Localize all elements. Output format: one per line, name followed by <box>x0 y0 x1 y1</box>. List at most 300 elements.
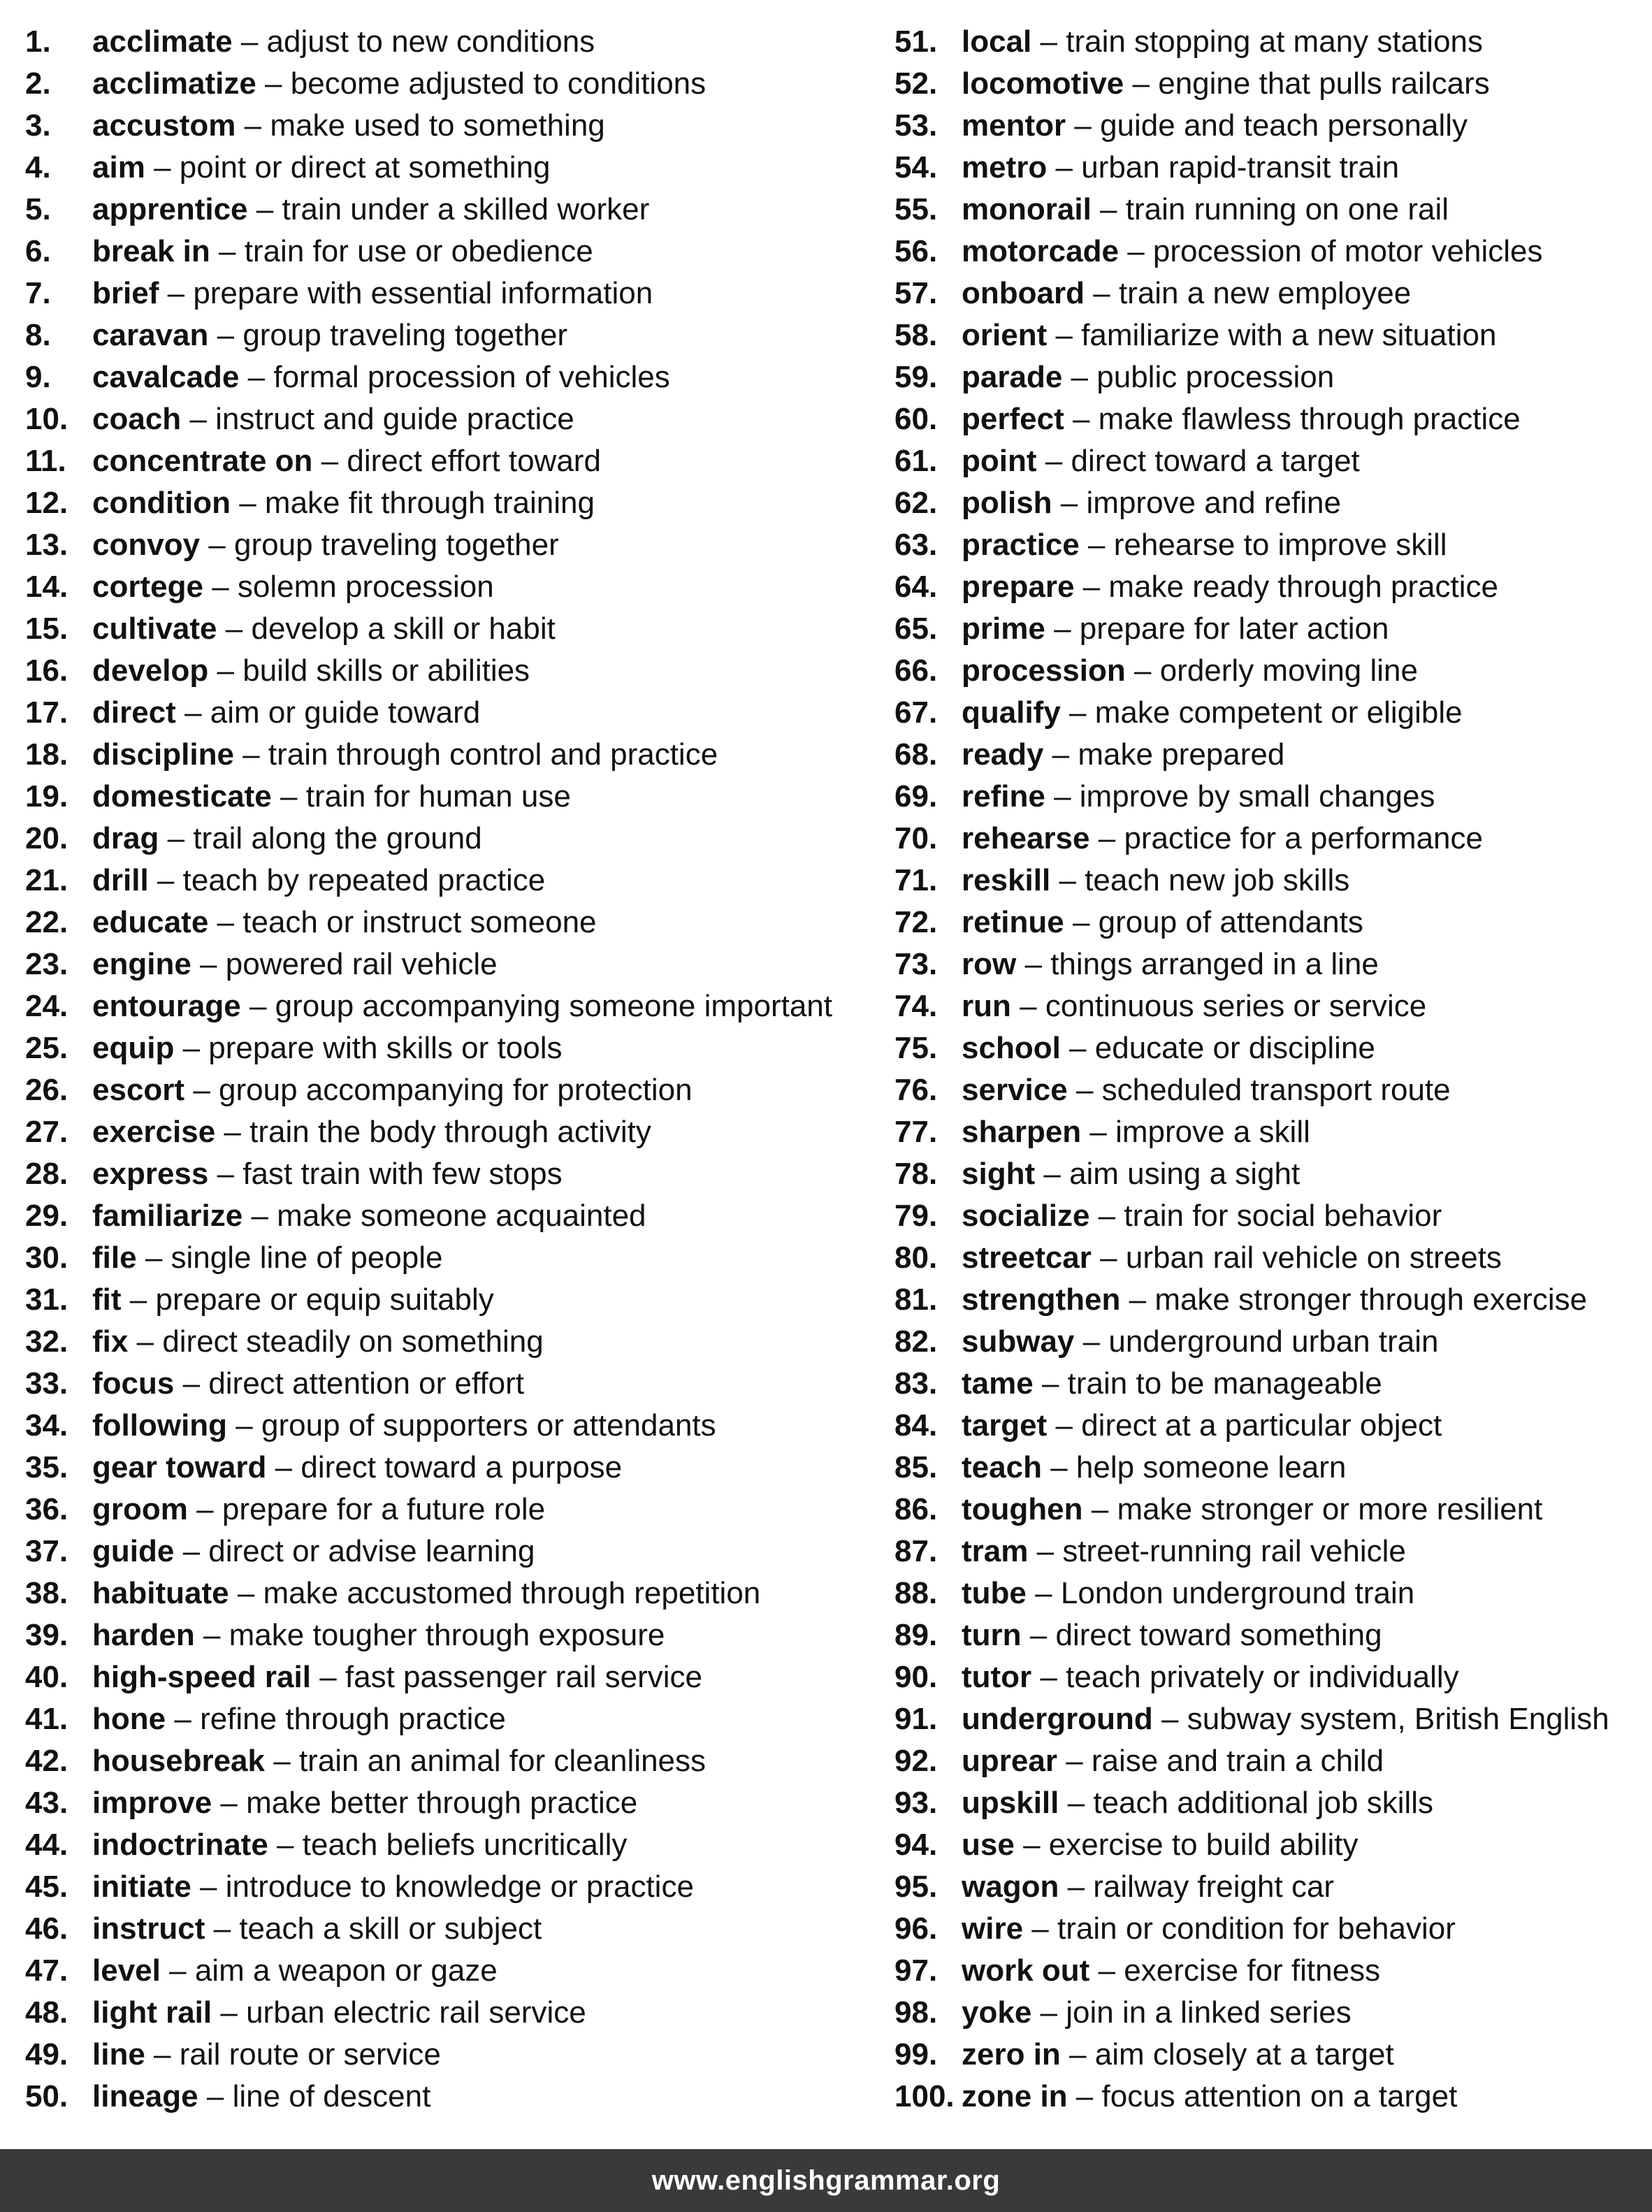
item-dash: – <box>169 1953 187 1988</box>
item-dash: – <box>1133 653 1152 688</box>
list-item <box>25 1614 832 1656</box>
item-dash: – <box>167 276 185 310</box>
item-number: 47. <box>25 1953 68 1988</box>
list-item <box>894 1321 1609 1363</box>
item-term: tutor <box>962 1660 1032 1694</box>
item-term: fit <box>92 1282 122 1317</box>
item-term: metro <box>962 150 1048 185</box>
item-number: 80. <box>894 1241 938 1275</box>
item-dash: – <box>145 1241 163 1275</box>
list-item <box>894 1489 1609 1531</box>
item-number: 8. <box>25 318 51 352</box>
item-number: 79. <box>894 1199 938 1233</box>
list-item <box>894 985 1609 1027</box>
item-definition: make flawless through practice <box>1098 402 1521 436</box>
item-dash: – <box>1055 318 1073 352</box>
item-definition: street-running rail vehicle <box>1062 1534 1406 1568</box>
list-item <box>25 524 832 566</box>
item-term: indoctrinate <box>92 1828 268 1862</box>
list-item <box>25 440 832 482</box>
item-definition: rail route or service <box>179 2037 441 2072</box>
item-dash: – <box>1060 486 1078 520</box>
item-term: groom <box>92 1492 188 1526</box>
item-number: 16. <box>25 653 68 688</box>
item-dash: – <box>200 1870 217 1904</box>
item-definition: familiarize with a new situation <box>1081 318 1497 352</box>
item-definition: make used to something <box>270 108 605 143</box>
list-item <box>894 1195 1609 1237</box>
item-number: 82. <box>894 1324 938 1359</box>
list-item <box>894 147 1609 189</box>
list-item <box>894 273 1609 315</box>
item-term: tube <box>962 1576 1027 1610</box>
list-item <box>894 566 1609 608</box>
item-number: 61. <box>894 444 938 478</box>
item-number: 87. <box>894 1534 938 1568</box>
list-item <box>894 1069 1609 1111</box>
item-dash: – <box>1093 276 1110 310</box>
list-item <box>894 1908 1609 1950</box>
item-dash: – <box>1035 1576 1052 1610</box>
item-term: zero in <box>962 2037 1061 2072</box>
item-term: drag <box>92 821 159 855</box>
item-number: 85. <box>894 1450 938 1484</box>
item-term: lineage <box>92 2079 198 2113</box>
item-definition: make prepared <box>1078 737 1285 772</box>
item-dash: – <box>1054 612 1071 646</box>
item-dash: – <box>273 1744 291 1778</box>
item-term: motorcade <box>962 234 1119 268</box>
list-item <box>894 1027 1609 1069</box>
item-term: file <box>92 1241 137 1275</box>
list-item <box>894 1614 1609 1656</box>
list-item <box>25 985 832 1027</box>
item-dash: – <box>256 192 274 226</box>
item-definition: urban rapid-transit train <box>1081 150 1400 185</box>
item-dash: – <box>174 1702 191 1736</box>
item-term: parade <box>962 360 1063 394</box>
item-dash: – <box>212 570 229 604</box>
list-item <box>894 21 1609 63</box>
list-item <box>25 734 832 776</box>
item-number: 2. <box>25 66 51 101</box>
item-definition: powered rail vehicle <box>225 947 498 981</box>
list-item <box>894 1866 1609 1908</box>
list-item <box>894 231 1609 273</box>
item-definition: railway freight car <box>1093 1870 1335 1904</box>
list-item <box>25 944 832 985</box>
item-definition: teach privately or individually <box>1066 1660 1459 1694</box>
item-definition: make better through practice <box>246 1786 638 1820</box>
item-number: 49. <box>25 2037 68 2072</box>
list-item <box>25 1782 832 1824</box>
list-item <box>25 1531 832 1573</box>
item-definition: exercise for fitness <box>1124 1953 1381 1988</box>
item-dash: – <box>196 1492 214 1526</box>
item-definition: raise and train a child <box>1091 1744 1384 1778</box>
item-definition: aim using a sight <box>1069 1157 1300 1191</box>
item-definition: direct effort toward <box>347 444 601 478</box>
item-number: 23. <box>25 947 68 981</box>
item-number: 81. <box>894 1282 938 1317</box>
item-dash: – <box>1071 360 1089 394</box>
item-term: retinue <box>962 905 1064 939</box>
item-number: 89. <box>894 1618 938 1652</box>
list-item <box>894 1279 1609 1321</box>
list-item <box>25 2034 832 2076</box>
item-dash: – <box>1029 1618 1048 1652</box>
item-number: 39. <box>25 1618 68 1652</box>
list-item <box>25 189 832 231</box>
item-definition: prepare for a future role <box>222 1492 546 1526</box>
list-item <box>894 398 1609 440</box>
item-number: 45. <box>25 1870 68 1904</box>
item-term: reskill <box>962 863 1051 897</box>
item-definition: train running on one rail <box>1125 192 1449 226</box>
item-dash: – <box>1098 1199 1116 1233</box>
item-dash: – <box>1075 1073 1094 1107</box>
item-definition: train the body through activity <box>249 1115 651 1149</box>
list-item <box>25 398 832 440</box>
list-item <box>25 1069 832 1111</box>
item-definition: direct toward a purpose <box>300 1450 623 1484</box>
item-number: 40. <box>25 1660 68 1694</box>
word-list-right-column <box>894 21 1609 2118</box>
list-item <box>25 1447 832 1489</box>
list-item <box>894 1111 1609 1153</box>
item-number: 66. <box>894 653 938 688</box>
item-dash: – <box>1036 1534 1055 1568</box>
item-definition: direct attention or effort <box>208 1366 524 1401</box>
item-dash: – <box>182 1031 201 1065</box>
item-dash: – <box>1050 1450 1068 1484</box>
item-dash: – <box>1066 1744 1083 1778</box>
item-number: 55. <box>894 192 938 226</box>
item-dash: – <box>1082 1324 1101 1359</box>
item-dash: – <box>1041 1366 1059 1401</box>
item-definition: make stronger through exercise <box>1154 1282 1588 1317</box>
item-number: 52. <box>894 66 938 101</box>
list-item <box>894 2076 1609 2118</box>
list-item <box>25 902 832 944</box>
item-number: 95. <box>894 1870 938 1904</box>
item-dash: – <box>136 1324 154 1359</box>
item-dash: – <box>265 66 282 101</box>
item-number: 70. <box>894 821 938 855</box>
item-term: hone <box>92 1702 166 1736</box>
list-item <box>894 1447 1609 1489</box>
item-number: 1. <box>25 24 51 59</box>
item-number: 17. <box>25 695 68 730</box>
item-term: tram <box>962 1534 1029 1568</box>
item-number: 4. <box>25 150 51 185</box>
item-definition: direct or advise learning <box>208 1534 535 1568</box>
item-term: escort <box>92 1073 185 1107</box>
item-term: accustom <box>92 108 236 143</box>
list-item <box>25 482 832 524</box>
item-definition: help someone learn <box>1075 1450 1347 1484</box>
item-dash: – <box>1100 1241 1117 1275</box>
item-term: cultivate <box>92 612 217 646</box>
list-item <box>894 1740 1609 1782</box>
item-dash: – <box>182 1366 201 1401</box>
list-item <box>25 1237 832 1279</box>
item-term: zone in <box>962 2079 1068 2113</box>
item-dash: – <box>1161 1702 1179 1736</box>
item-number: 88. <box>894 1576 938 1610</box>
item-term: perfect <box>962 402 1064 436</box>
item-number: 34. <box>25 1408 68 1443</box>
item-dash: – <box>208 528 226 562</box>
item-definition: teach beliefs uncritically <box>302 1828 628 1862</box>
item-term: convoy <box>92 528 201 562</box>
item-number: 64. <box>894 570 938 604</box>
item-dash: – <box>1132 66 1150 101</box>
item-definition: fast passenger rail service <box>345 1660 703 1694</box>
list-item <box>894 1237 1609 1279</box>
list-item <box>894 860 1609 902</box>
item-term: brief <box>92 276 159 310</box>
item-definition: aim a weapon or gaze <box>194 1953 498 1988</box>
item-definition: train or condition for behavior <box>1057 1911 1456 1946</box>
list-item <box>894 1573 1609 1614</box>
item-dash: – <box>225 612 243 646</box>
item-term: fix <box>92 1324 129 1359</box>
item-number: 7. <box>25 276 51 310</box>
item-number: 84. <box>894 1408 938 1443</box>
item-definition: teach by repeated practice <box>182 863 546 897</box>
item-number: 38. <box>25 1576 68 1610</box>
item-number: 56. <box>894 234 938 268</box>
item-definition: direct toward a target <box>1071 444 1360 478</box>
item-dash: – <box>244 108 262 143</box>
item-definition: engine that pulls railcars <box>1158 66 1490 101</box>
list-item <box>25 1992 832 2034</box>
list-item <box>25 356 832 398</box>
item-dash: – <box>277 1828 294 1862</box>
item-term: domesticate <box>92 779 272 814</box>
item-dash: – <box>1127 234 1145 268</box>
item-number: 71. <box>894 863 938 897</box>
item-term: orient <box>962 318 1048 352</box>
item-term: run <box>962 989 1011 1023</box>
item-term: yoke <box>962 1995 1032 2030</box>
item-dash: – <box>203 1618 221 1652</box>
item-term: target <box>962 1408 1048 1443</box>
list-item <box>25 692 832 734</box>
item-dash: – <box>1129 1282 1147 1317</box>
item-definition: improve a skill <box>1115 1115 1310 1149</box>
item-term: teach <box>962 1450 1042 1484</box>
item-definition: train under a skilled worker <box>282 192 650 226</box>
item-number: 53. <box>894 108 938 143</box>
item-dash: – <box>1074 108 1092 143</box>
list-item <box>894 1782 1609 1824</box>
item-term: subway <box>962 1324 1075 1359</box>
item-definition: solemn procession <box>237 570 494 604</box>
item-dash: – <box>1043 1157 1061 1191</box>
item-definition: develop a skill or habit <box>251 612 556 646</box>
item-definition: make fit through training <box>264 486 595 520</box>
item-number: 5. <box>25 192 51 226</box>
item-dash: – <box>1055 1408 1073 1443</box>
item-term: prepare <box>962 570 1075 604</box>
list-item <box>25 1573 832 1614</box>
item-number: 99. <box>894 2037 938 2072</box>
item-dash: – <box>213 1911 231 1946</box>
item-dash: – <box>217 1157 235 1191</box>
item-dash: – <box>1072 905 1090 939</box>
item-definition: train an animal for cleanliness <box>298 1744 707 1778</box>
item-number: 46. <box>25 1911 68 1946</box>
item-dash: – <box>237 1576 255 1610</box>
list-item <box>894 1656 1609 1698</box>
item-dash: – <box>1091 1492 1109 1526</box>
list-item <box>25 147 832 189</box>
item-dash: – <box>189 402 207 436</box>
item-definition: teach new job skills <box>1085 863 1350 897</box>
item-term: educate <box>92 905 209 939</box>
item-definition: make someone acquainted <box>277 1199 646 1233</box>
list-item <box>894 524 1609 566</box>
item-dash: – <box>1100 192 1117 226</box>
list-item <box>25 1866 832 1908</box>
item-term: underground <box>962 1702 1153 1736</box>
item-dash: – <box>1069 2037 1087 2072</box>
item-term: work out <box>962 1953 1090 1988</box>
item-definition: exercise to build ability <box>1048 1828 1358 1862</box>
item-number: 13. <box>25 528 68 562</box>
item-definition: train for social behavior <box>1124 1199 1442 1233</box>
list-item <box>25 21 832 63</box>
item-dash: – <box>217 905 235 939</box>
item-number: 27. <box>25 1115 68 1149</box>
list-item <box>894 1950 1609 1992</box>
item-number: 26. <box>25 1073 68 1107</box>
item-number: 74. <box>894 989 938 1023</box>
list-item <box>894 776 1609 818</box>
item-dash: – <box>1024 947 1042 981</box>
item-definition: instruct and guide practice <box>215 402 574 436</box>
item-number: 18. <box>25 737 68 772</box>
item-term: point <box>962 444 1037 478</box>
list-item <box>894 105 1609 147</box>
item-dash: – <box>1082 570 1101 604</box>
item-dash: – <box>200 947 217 981</box>
item-definition: urban rail vehicle on streets <box>1125 1241 1502 1275</box>
item-term: qualify <box>962 695 1061 730</box>
item-dash: – <box>206 2079 224 2113</box>
item-number: 91. <box>894 1702 938 1736</box>
item-definition: aim or guide toward <box>210 695 481 730</box>
item-dash: – <box>193 1073 210 1107</box>
item-number: 43. <box>25 1786 68 1820</box>
item-dash: – <box>154 150 171 185</box>
item-number: 96. <box>894 1911 938 1946</box>
item-dash: – <box>154 2037 171 2072</box>
item-dash: – <box>236 1408 253 1443</box>
item-dash: – <box>275 1450 293 1484</box>
item-definition: group accompanying for protection <box>219 1073 693 1107</box>
item-number: 42. <box>25 1744 68 1778</box>
item-definition: subway system, British English <box>1187 1702 1609 1736</box>
item-term: polish <box>962 486 1052 520</box>
item-definition: prepare with essential information <box>193 276 653 310</box>
item-term: caravan <box>92 318 209 352</box>
list-item <box>25 1698 832 1740</box>
item-dash: – <box>1040 1660 1057 1694</box>
item-term: monorail <box>962 192 1092 226</box>
item-dash: – <box>1089 1115 1107 1149</box>
item-term: prime <box>962 612 1045 646</box>
item-dash: – <box>1023 1828 1041 1862</box>
item-number: 22. <box>25 905 68 939</box>
item-dash: – <box>1098 821 1116 855</box>
item-definition: train stopping at many stations <box>1066 24 1484 59</box>
list-item <box>894 1698 1609 1740</box>
item-number: 63. <box>894 528 938 562</box>
item-term: practice <box>962 528 1080 562</box>
item-term: ready <box>962 737 1044 772</box>
list-item <box>894 692 1609 734</box>
list-item <box>894 63 1609 105</box>
item-definition: guide and teach personally <box>1100 108 1468 143</box>
item-definition: fast train with few stops <box>242 1157 563 1191</box>
item-number: 15. <box>25 612 68 646</box>
item-term: gear toward <box>92 1450 267 1484</box>
footer-bar <box>0 2149 1652 2212</box>
item-dash: – <box>129 1282 147 1317</box>
item-term: upskill <box>962 1786 1059 1820</box>
item-definition: rehearse to improve skill <box>1113 528 1447 562</box>
item-dash: – <box>1088 528 1106 562</box>
item-definition: group of attendants <box>1098 905 1363 939</box>
item-term: onboard <box>962 276 1085 310</box>
item-term: toughen <box>962 1492 1083 1526</box>
word-list-left-column <box>25 21 832 2118</box>
item-term: drill <box>92 863 149 897</box>
item-dash: – <box>1067 1870 1085 1904</box>
item-definition: refine through practice <box>200 1702 506 1736</box>
item-definition: educate or discipline <box>1094 1031 1375 1065</box>
item-definition: point or direct at something <box>179 150 551 185</box>
item-number: 25. <box>25 1031 68 1065</box>
item-term: level <box>92 1953 161 1988</box>
item-dash: – <box>240 24 259 59</box>
item-definition: prepare with skills or tools <box>208 1031 563 1065</box>
item-term: exercise <box>92 1115 216 1149</box>
item-definition: underground urban train <box>1108 1324 1439 1359</box>
list-item <box>894 2034 1609 2076</box>
item-number: 10. <box>25 402 68 436</box>
item-term: turn <box>962 1618 1022 1652</box>
list-item <box>25 1279 832 1321</box>
item-dash: – <box>1031 1911 1049 1946</box>
item-number: 90. <box>894 1660 938 1694</box>
item-number: 3. <box>25 108 51 143</box>
item-dash: – <box>224 1115 241 1149</box>
item-number: 28. <box>25 1157 68 1191</box>
item-term: habituate <box>92 1576 229 1610</box>
item-definition: become adjusted to conditions <box>290 66 707 101</box>
item-definition: train for human use <box>305 779 571 814</box>
item-number: 31. <box>25 1282 68 1317</box>
item-definition: improve and refine <box>1086 486 1341 520</box>
item-term: acclimate <box>92 24 233 59</box>
item-number: 57. <box>894 276 938 310</box>
item-number: 21. <box>25 863 68 897</box>
item-term: housebreak <box>92 1744 265 1778</box>
